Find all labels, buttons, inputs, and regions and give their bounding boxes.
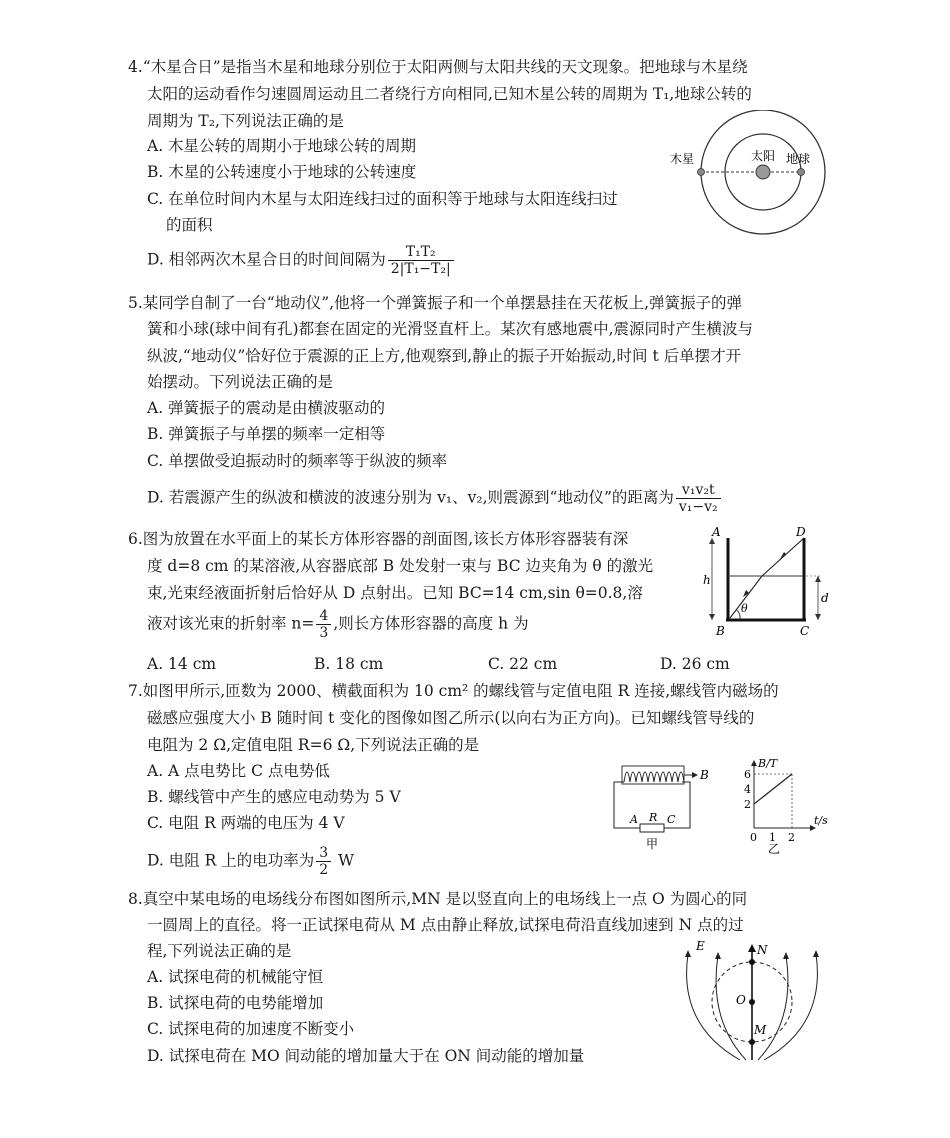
height-h-label: h — [703, 573, 711, 587]
q4-option-b: B. 木星的公转速度小于地球的公转速度 — [147, 163, 417, 181]
q5-stem-line-1: 5.某同学自制了一台“地动仪”,他将一个弹簧振子和一个单摆悬挂在天花板上,弹簧振子的弹 — [128, 294, 742, 312]
q7-circuit-figure — [604, 760, 714, 854]
resistor-r-label: R — [649, 811, 658, 824]
field-b-label: B — [700, 768, 709, 782]
fraction-denominator: v₁−v₂ — [678, 499, 718, 515]
point-d-label: D — [796, 525, 806, 539]
q4-option-d — [147, 244, 456, 277]
q8-stem-line-3: 程,下列说法正确的是 — [147, 942, 292, 960]
y-tick-2: 2 — [744, 798, 751, 811]
fraction-denominator: 3 — [319, 625, 329, 641]
q8-option-a: A. 试探电荷的机械能守恒 — [147, 968, 324, 986]
q4-option-c: C. 在单位时间内木星与太阳连线扫过的面积等于地球与太阳连线扫过 — [147, 190, 618, 208]
arrow-up-icon — [783, 952, 789, 959]
y-tick-4: 4 — [744, 783, 751, 796]
arrow-up-icon — [815, 576, 821, 582]
x-tick-2: 2 — [788, 831, 795, 844]
fraction-numerator: T₁T₂ — [388, 244, 454, 261]
arrow-up-icon — [748, 944, 756, 952]
point-o-dot — [749, 999, 755, 1005]
jupiter-icon — [698, 169, 705, 176]
q5-stem-line-2: 簧和小球(球中间有孔)都套在固定的光滑竖直杆上。某次有感地震中,震源同时产生横波与 — [147, 320, 754, 338]
field-e-label: E — [696, 939, 705, 953]
point-c-label: C — [667, 813, 676, 826]
point-a-label: A — [712, 525, 721, 539]
q6-container-figure — [700, 524, 840, 640]
x-tick-1: 1 — [769, 831, 776, 844]
q6-option-d: D. 26 cm — [660, 655, 730, 673]
sun-label: 太阳 — [751, 149, 776, 163]
q8-stem-line-2: 一圆周上的直径。将一正试探电荷从 M 点由静止释放,试探电荷沿直线加速到 N 点的过 — [147, 916, 744, 934]
q7-option-b: B. 螺线管中产生的感应电动势为 5 V — [147, 788, 401, 806]
q5-option-c: C. 单摆做受迫振动时的频率等于纵波的频率 — [147, 452, 448, 470]
earth-icon — [798, 169, 805, 176]
q4-stem-line-3: 周期为 T₂,下列说法正确的是 — [147, 112, 344, 130]
q6-option-b: B. 18 cm — [314, 655, 384, 673]
earth-label: 地球 — [786, 152, 811, 166]
q5-option-b: B. 弹簧振子与单摆的频率一定相等 — [147, 425, 386, 443]
jupiter-label: 木星 — [670, 152, 695, 166]
q4-option-c-cont: 的面积 — [166, 216, 213, 234]
q4-stem-line-1: 4.“木星合日”是指当木星和地球分别位于太阳两侧与太阳共线的天文现象。把地球与木星绕 — [128, 58, 748, 76]
q7-option-d-text: D. 电阻 R 上的电功率为 — [147, 851, 315, 870]
x-axis-label: t/s — [814, 814, 828, 827]
field-line — [764, 954, 817, 1060]
q7-option-d — [147, 845, 354, 878]
q6-line4-text: 液对该光束的折射率 n= — [147, 614, 315, 633]
arrow-up-icon — [715, 952, 721, 959]
arrow-down-icon — [815, 614, 821, 620]
q6-stem-line-4 — [147, 608, 529, 641]
arrow-down-icon — [709, 614, 715, 620]
arrow-up-icon — [685, 950, 691, 957]
solenoid-coil — [624, 772, 684, 782]
q6-stem-line-2: 度 d=8 cm 的某溶液,从容器底部 B 处发射一束与 BC 边夹角为 θ 的激光 — [147, 557, 654, 575]
fraction-denominator: 2|T₁−T₂| — [390, 261, 451, 277]
fraction-numerator: v₁v₂t — [676, 482, 721, 499]
q4-option-d-text: D. 相邻两次木星合日的时间间隔为 — [147, 250, 386, 269]
arrow-up-icon — [751, 760, 757, 766]
figure-jia-caption: 甲 — [646, 837, 659, 851]
point-a-label: A — [630, 813, 638, 826]
q8-option-c: C. 试探电荷的加速度不断变小 — [147, 1020, 355, 1038]
q5-option-a: A. 弹簧振子的震动是由横波驱动的 — [147, 399, 386, 417]
q7-b-t-graph — [734, 756, 834, 854]
point-o-label: O — [736, 993, 746, 1007]
q7-stem-line-1: 7.如图甲所示,匝数为 2000、横截面积为 10 cm² 的螺线管与定值电阻 R 连接,螺线管内磁场的 — [128, 682, 779, 700]
field-line — [687, 954, 740, 1060]
q4-option-d-fraction — [388, 244, 454, 277]
q5-option-d-fraction — [676, 482, 721, 515]
figure-yi-caption: 乙 — [768, 842, 781, 854]
q5-option-d — [147, 482, 723, 515]
point-m-dot — [749, 1039, 755, 1045]
q6-option-a: A. 14 cm — [147, 655, 217, 673]
field-line — [716, 956, 746, 1060]
beam-arrow-icon — [743, 590, 749, 597]
q6-stem-line-3: 束,光束经液面折射后恰好从 D 点射出。已知 BC=14 cm,sin θ=0.8,溶 — [147, 584, 643, 602]
q5-stem-line-3: 纵波,“地动仪”恰好位于震源的正上方,他观察到,静止的振子开始振动,时间 t 后单摆才开 — [147, 347, 742, 365]
q5-stem-line-4: 始摆动。下列说法正确的是 — [147, 373, 334, 391]
q7-option-c: C. 电阻 R 两端的电压为 4 V — [147, 814, 345, 832]
q4-option-a: A. 木星公转的周期小于地球公转的周期 — [147, 137, 417, 155]
point-b-label: B — [716, 624, 725, 638]
q7-option-a: A. A 点电势比 C 点电势低 — [147, 762, 330, 780]
q7-option-d-unit: W — [333, 851, 355, 870]
laser-beam-in-air — [762, 538, 804, 576]
q8-option-b: B. 试探电荷的电势能增加 — [147, 994, 324, 1012]
arrow-right-icon — [692, 772, 698, 778]
q6-line4-suffix: ,则长方体形容器的高度 h 为 — [333, 614, 529, 633]
point-c-label: C — [800, 624, 810, 638]
q6-refractive-index-fraction — [316, 608, 331, 641]
y-axis-label: B/T — [758, 757, 778, 770]
field-line — [758, 956, 788, 1060]
sun-icon — [756, 165, 770, 179]
q4-stem-line-2: 太阳的运动看作匀速圆周运动且二者绕行方向相同,已知木星公转的周期为 T₁,地球公转的 — [147, 85, 752, 103]
y-tick-6: 6 — [744, 768, 751, 781]
q6-option-c: C. 22 cm — [488, 655, 558, 673]
q7-stem-line-2: 磁感应强度大小 B 随时间 t 变化的图像如图乙所示(以向右为正方向)。已知螺线管导线的 — [147, 709, 755, 727]
resistor-icon — [640, 824, 664, 832]
fraction-numerator: 3 — [316, 845, 331, 862]
q8-stem-line-1: 8.真空中某电场的电场线分布图如图所示,MN 是以竖直向上的电场线上一点 O 为圆心的同 — [128, 890, 748, 908]
b-t-line — [754, 774, 792, 804]
angle-theta-label: θ — [741, 602, 748, 615]
q7-stem-line-3: 电阻为 2 Ω,定值电阻 R=6 Ω,下列说法正确的是 — [147, 736, 480, 754]
x-tick-0: 0 — [750, 831, 757, 844]
q7-option-d-fraction — [316, 845, 331, 878]
point-n-dot — [749, 959, 755, 965]
q4-orbit-figure — [668, 110, 848, 240]
q8-option-d: D. 试探电荷在 MO 间动能的增加量大于在 ON 间动能的增加量 — [147, 1047, 585, 1065]
point-m-label: M — [754, 1023, 767, 1037]
q5-option-d-text: D. 若震源产生的纵波和横波的波速分别为 v₁、v₂,则震源到“地动仪”的距离为 — [147, 488, 674, 507]
arrow-up-icon — [813, 950, 819, 957]
depth-d-label: d — [821, 591, 829, 605]
q6-stem-line-1: 6.图为放置在水平面上的某长方体形容器的剖面图,该长方体形容器装有深 — [128, 530, 629, 548]
point-n-label: N — [757, 943, 768, 957]
q8-field-figure — [670, 936, 838, 1064]
fraction-numerator: 4 — [316, 608, 331, 625]
fraction-denominator: 2 — [319, 862, 329, 878]
